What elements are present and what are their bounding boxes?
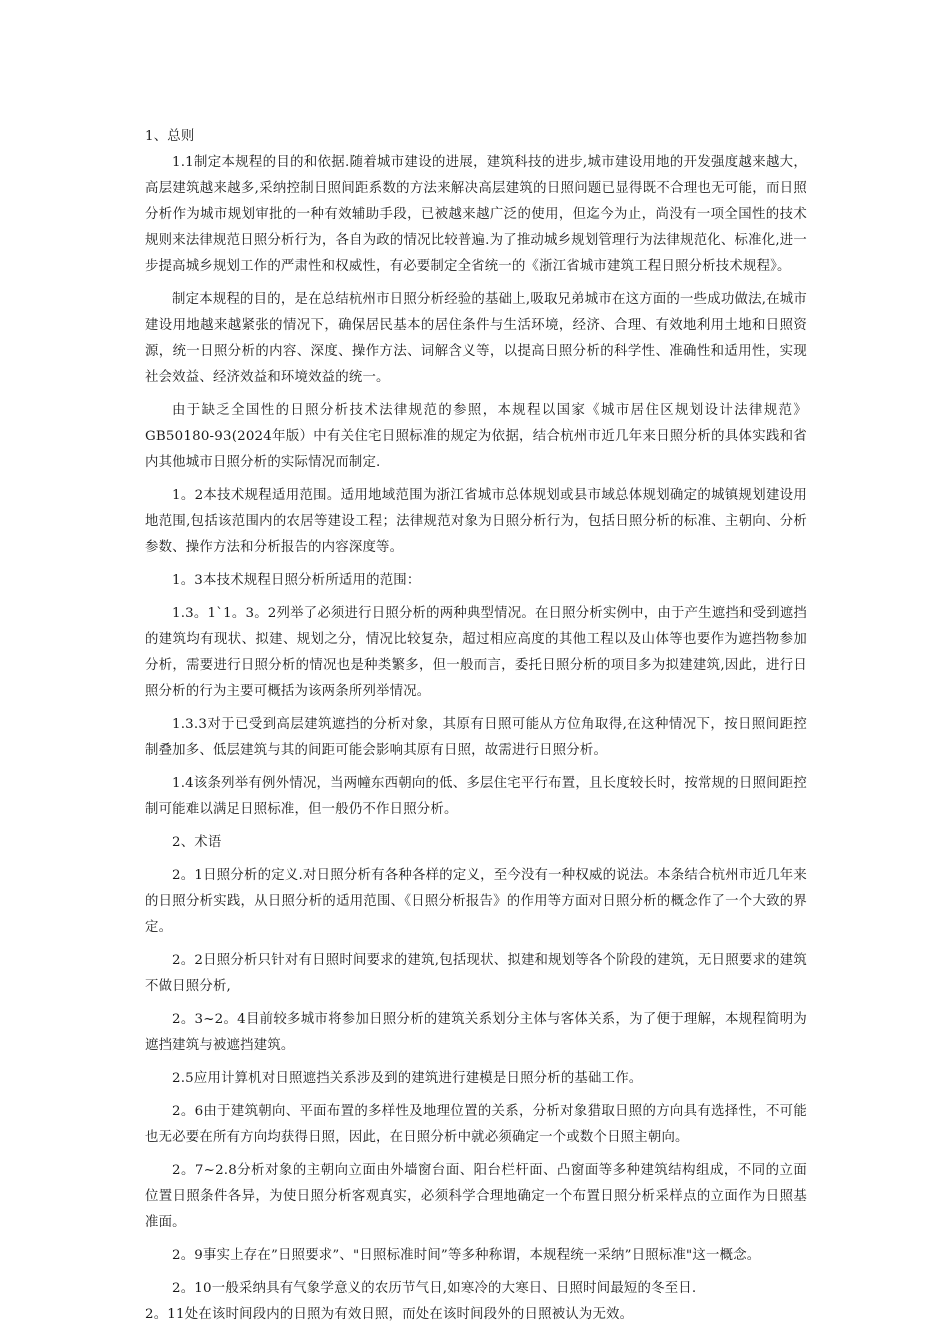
section-heading-general: 1、总则 <box>145 129 195 144</box>
paragraph-2-2: 2。2日照分析只针对有日照时间要求的建筑,包括现状、拟建和规划等各个阶段的建筑，无日照要求的建筑不做日照分析, <box>145 953 807 994</box>
document-body <box>145 124 807 1328</box>
paragraph-purpose: 制定本规程的目的，是在总结杭州市日照分析经验的基础上,吸取兄弟城市在这方面的一些成功做法,在城市建设用地越来越紧张的情况下，确保居民基本的居住条件与生活环境，经济、合理、有效地利用土地和日照资源，统一日照分析的内容、深度、操作方法、词解含义等，以提高日照分析的科学性、准确性和适用性，实现社会效益、经济效益和环境效益的统一。 <box>145 292 807 385</box>
paragraph-2-7: 2。7~2.8分析对象的主朝向立面由外墙窗台面、阳台栏杆面、凸窗面等多种建筑结构组成，不同的立面位置日照条件各异，为使日照分析客观真实，必须科学合理地确定一个布置日照分析采样点的立面作为日照基准面。 <box>145 1163 807 1230</box>
paragraph-1-2: 1。2本技术规程适用范围。适用地域范围为浙江省城市总体规划或县市域总体规划确定的城镇规划建设用地范围,包括该范围内的农居等建设工程；法律规范对象为日照分析行为，包括日照分析的标准、主朝向、分析参数、操作方法和分析报告的内容深度等。 <box>145 488 807 555</box>
paragraph-1-3: 1。3本技术规程日照分析所适用的范围： <box>172 573 421 588</box>
paragraph-2-6: 2。6由于建筑朝向、平面布置的多样性及地理位置的关系，分析对象猎取日照的方向具有选择性，不可能也无必要在所有方向均获得日照，因此，在日照分析中就必须确定一个或数个日照主朝向。 <box>145 1104 807 1145</box>
paragraph-1-3-1: 1.3。1`1。3。2列举了必须进行日照分析的两种典型情况。在日照分析实例中，由于产生遮挡和受到遮挡的建筑均有现状、拟建、规划之分，情况比较复杂，超过相应高度的其他工程以及山体等也要作为遮挡物参加分析，需要进行日照分析的情况也是种类繁多，但一般而言，委托日照分析的项目多为拟建建筑,因此，进行日照分析的行为主要可概括为该两条所列举情况。 <box>145 606 807 699</box>
paragraph-2-5: 2.5应用计算机对日照遮挡关系涉及到的建筑进行建模是日照分析的基础工作。 <box>172 1071 643 1086</box>
paragraph-2-10: 2。10一般采纳具有气象学意义的农历节气日,如寒冷的大寒日、日照时间最短的冬至日. <box>172 1281 697 1296</box>
paragraph-2-11: 2。11处在该时间段内的日照为有效日照，而处在该时间段外的日照被认为无效。 <box>145 1307 634 1322</box>
paragraph-2-3: 2。3~2。4目前较多城市将参加日照分析的建筑关系划分主体与客体关系，为了便于理解，本规程简明为遮挡建筑与被遮挡建筑。 <box>145 1012 807 1053</box>
paragraph-2-9: 2。9事实上存在”日照要求”、"日照标准时间”等多种称谓，本规程统一采纳”日照标准"这一概念。 <box>172 1248 761 1263</box>
paragraph-2-1: 2。1日照分析的定义.对日照分析有各种各样的定义，至今没有一种权威的说法。本条结合杭州市近几年来的日照分析实践，从日照分析的适用范围、《日照分析报告》的作用等方面对日照分析的概念作了一个大致的界定。 <box>145 868 807 935</box>
section-heading-terms: 2、术语 <box>172 835 222 850</box>
paragraph-basis: 由于缺乏全国性的日照分析技术法律规范的参照，本规程以国家《城市居住区规划设计法律规范》GB50180-93(2024年版）中有关住宅日照标准的规定为依据，结合杭州市近几年来日照分析的具体实践和省内其他城市日照分析的实际情况而制定. <box>145 403 807 470</box>
paragraph-1-1: 1.1制定本规程的目的和依据.随着城市建设的进展，建筑科技的进步,城市建设用地的开发强度越来越大，高层建筑越来越多,采纳控制日照间距系数的方法来解决高层建筑的日照问题已显得既不合理也无可能，而日照分析作为城市规划审批的一种有效辅助手段，已被越来越广泛的使用，但迄今为止，尚没有一项全国性的技术规则来法律规范日照分析行为，各自为政的情况比较普遍.为了推动城乡规划管理行为法律规范化、标准化,进一步提高城乡规划工作的严肃性和权威性，有必要制定全省统一的《浙江省城市建筑工程日照分析技术规程》。 <box>145 155 807 274</box>
paragraph-1-4: 1.4该条列举有例外情况，当两幢东西朝向的低、多层住宅平行布置，且长度较长时，按常规的日照间距控制可能难以满足日照标准，但一般仍不作日照分析。 <box>145 776 807 817</box>
paragraph-1-3-3: 1.3.3对于已受到高层建筑遮挡的分析对象，其原有日照可能从方位角取得,在这种情况下，按日照间距控制叠加多、低层建筑与其的间距可能会影响其原有日照，故需进行日照分析。 <box>145 717 807 758</box>
